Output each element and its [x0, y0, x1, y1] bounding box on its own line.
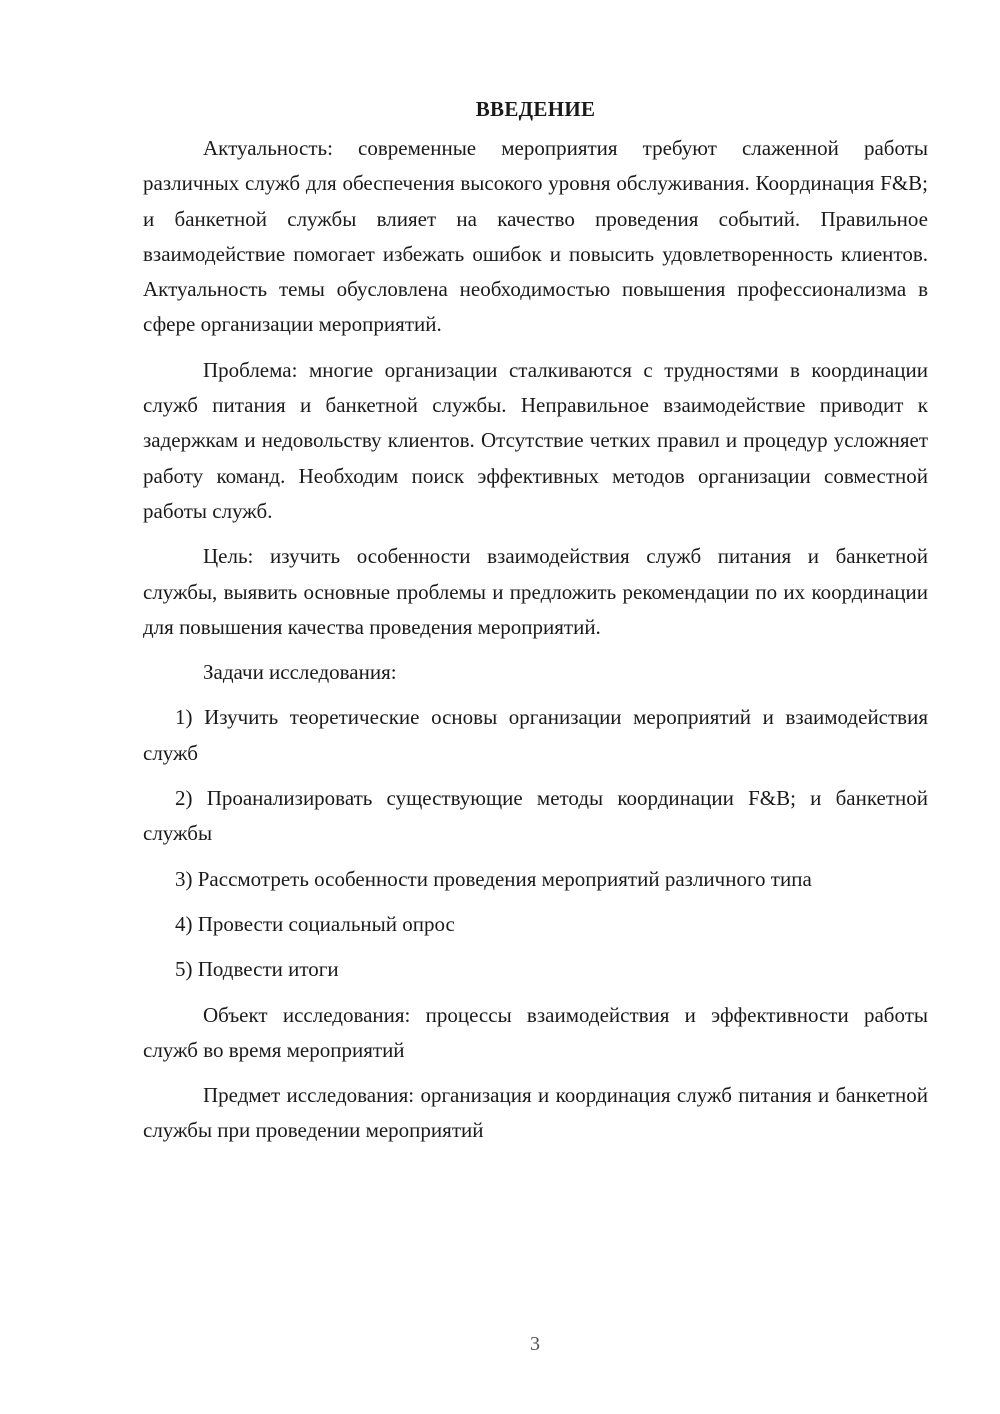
list-item: 3) Рассмотреть особенности проведения мероприятий различного типа [175, 866, 812, 891]
list-item: 4) Провести социальный опрос [175, 911, 455, 936]
paragraph-goal: Цель: изучить особенности взаимодействия служб питания и банкетной службы, выявить основные проблемы и предложить рекомендации по их координации для повышения качества проведения мероприятий. [143, 544, 928, 639]
paragraph-object: Объект исследования: процессы взаимодействия и эффективности работы служб во время мероприятий [143, 1002, 928, 1062]
list-item: 5) Подвести итоги [175, 957, 339, 982]
paragraph-subject: Предмет исследования: организация и координация служб питания и банкетной службы при проведении мероприятий [143, 1083, 928, 1143]
paragraph-problem: Проблема: многие организации сталкиваются с трудностями в координации служб питания и банкетной службы. Неправильное взаимодействие приводит к задержкам и недовольству клиентов. Отсутствие четких правил и процедур усложняет работу команд. Необходим поиск эффективных методов организации совместной работы служб. [143, 357, 928, 523]
paragraph-relevance: Актуальность: современные мероприятия требуют слаженной работы различных служб для обеспечения высокого уровня обслуживания. Координация F&B; и банкетной службы влияет на качество проведения событий. Правильное взаимодействие помогает избежать ошибок и повысить удовлетворенность клиентов. Актуальность темы обусловлена необходимостью повышения профессионализма в сфере организации мероприятий. [143, 136, 928, 337]
paragraph-tasks-intro: Задачи исследования: [203, 660, 397, 685]
list-item: 1) Изучить теоретические основы организации мероприятий и взаимодействия служб [143, 705, 928, 765]
page-title: ВВЕДЕНИЕ [475, 97, 596, 121]
page-number: 3 [530, 1333, 540, 1355]
document-page [143, 92, 928, 1159]
list-item: 2) Проанализировать существующие методы координации F&B; и банкетной службы [143, 786, 928, 846]
